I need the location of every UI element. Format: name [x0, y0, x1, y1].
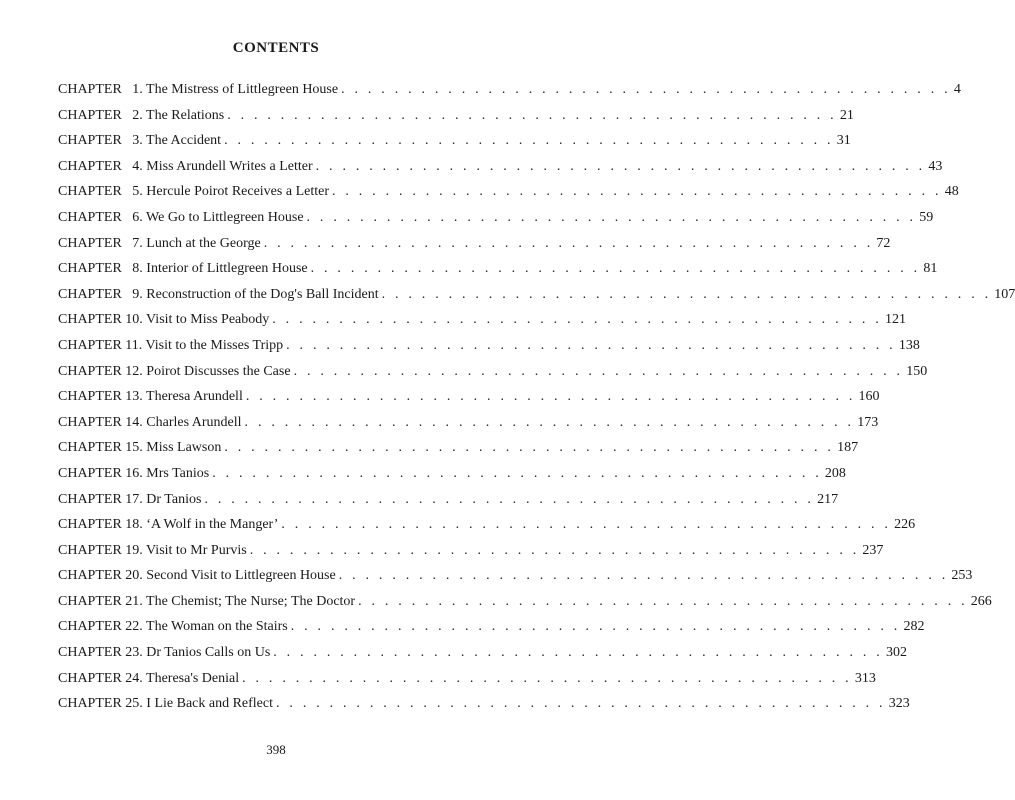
chapter-page-number: 217 — [817, 491, 839, 507]
chapter-page-number: 4 — [953, 82, 961, 97]
toc-entry — [58, 133, 851, 159]
chapter-page-number: 313 — [854, 670, 876, 686]
chapter-title: CHAPTER 18. ‘A Wolf in the Manger’ — [58, 517, 279, 533]
toc-entry — [58, 158, 943, 185]
chapter-page-number: 48 — [944, 184, 959, 200]
chapter-title: CHAPTER 25. I Lie Back and Reflect — [58, 696, 274, 712]
toc-entry — [58, 107, 854, 134]
chapter-page-number: 138 — [898, 337, 920, 353]
dot-leader: . . . . . . . . . . . . . . . . . . . . . . . . . . . . . . . . . . . . . . . . . . . . . . — [381, 286, 992, 302]
chapter-title: CHAPTER 1. The Mistress of Littlegreen House — [58, 82, 339, 97]
contents-heading: CONTENTS — [232, 40, 320, 56]
chapter-title: CHAPTER 19. Visit to Mr Purvis — [58, 542, 247, 558]
chapter-page-number: 72 — [876, 235, 891, 251]
dot-leader: . . . . . . . . . . . . . . . . . . . . . . . . . . . . . . . . . . . . . . . . . . . . . . — [341, 82, 951, 97]
chapter-page-number: 31 — [836, 133, 851, 149]
chapter-title: CHAPTER 6. We Go to Littlegreen House — [58, 209, 304, 225]
dot-leader: . . . . . . . . . . . . . . . . . . . . . . . . . . . . . . . . . . . . . . . . . . . . . . — [276, 696, 886, 712]
chapter-title: CHAPTER 2. The Relations — [58, 107, 225, 123]
toc-entry — [58, 414, 879, 441]
dot-leader: . . . . . . . . . . . . . . . . . . . . . . . . . . . . . . . . . . . . . . . . . . . . . . — [272, 312, 882, 328]
dot-leader: . . . . . . . . . . . . . . . . . . . . . . . . . . . . . . . . . . . . . . . . . . . . . . — [263, 235, 874, 251]
dot-leader: . . . . . . . . . . . . . . . . . . . . . . . . . . . . . . . . . . . . . . . . . . . . . . — [245, 389, 856, 405]
dot-leader: . . . . . . . . . . . . . . . . . . . . . . . . . . . . . . . . . . . . . . . . . . . . . . — [249, 542, 860, 558]
dot-leader: . . . . . . . . . . . . . . . . . . . . . . . . . . . . . . . . . . . . . . . . . . . . . . — [224, 133, 834, 149]
toc-entry — [58, 517, 916, 543]
chapter-title: CHAPTER 4. Miss Arundell Writes a Letter — [58, 158, 313, 174]
chapter-title: CHAPTER 22. The Woman on the Stairs — [58, 619, 288, 635]
page-number: 398 — [266, 742, 286, 757]
toc-entry — [58, 542, 884, 569]
chapter-title: CHAPTER 7. Lunch at the George — [58, 235, 261, 251]
chapter-title: CHAPTER 8. Interior of Littlegreen House — [58, 261, 308, 277]
toc-entry — [58, 235, 891, 262]
dot-leader: . . . . . . . . . . . . . . . . . . . . . . . . . . . . . . . . . . . . . . . . . . . . . . — [244, 414, 855, 430]
chapter-page-number: 187 — [837, 440, 859, 456]
toc-entry — [58, 465, 846, 492]
dot-leader: . . . . . . . . . . . . . . . . . . . . . . . . . . . . . . . . . . . . . . . . . . . . . . — [338, 568, 949, 584]
chapter-title: CHAPTER 17. Dr Tanios — [58, 491, 202, 507]
toc-entry — [58, 645, 907, 671]
chapter-title: CHAPTER 24. Theresa's Denial — [58, 670, 240, 686]
toc-entry — [58, 82, 961, 108]
chapter-page-number: 237 — [862, 542, 884, 558]
toc-entry — [58, 312, 906, 338]
toc-entry — [58, 593, 992, 620]
chapter-page-number: 208 — [824, 465, 846, 481]
chapter-page-number: 282 — [903, 619, 925, 635]
dot-leader: . . . . . . . . . . . . . . . . . . . . . . . . . . . . . . . . . . . . . . . . . . . . . . — [310, 261, 921, 277]
dot-leader: . . . . . . . . . . . . . . . . . . . . . . . . . . . . . . . . . . . . . . . . . . . . . . — [290, 619, 901, 635]
dot-leader: . . . . . . . . . . . . . . . . . . . . . . . . . . . . . . . . . . . . . . . . . . . . . . — [293, 363, 904, 379]
toc-entry — [58, 286, 1015, 313]
chapter-page-number: 302 — [885, 645, 907, 661]
chapter-page-number: 323 — [888, 696, 910, 712]
dot-leader: . . . . . . . . . . . . . . . . . . . . . . . . . . . . . . . . . . . . . . . . . . . . . . — [315, 158, 926, 174]
chapter-page-number: 59 — [919, 209, 934, 225]
toc-entry — [58, 440, 859, 466]
chapter-page-number: 107 — [994, 286, 1015, 302]
chapter-title: CHAPTER 13. Theresa Arundell — [58, 389, 243, 405]
chapter-title: CHAPTER 10. Visit to Miss Peabody — [58, 312, 270, 328]
dot-leader: . . . . . . . . . . . . . . . . . . . . . . . . . . . . . . . . . . . . . . . . . . . . . . — [358, 593, 968, 609]
chapter-title: CHAPTER 20. Second Visit to Littlegreen House — [58, 568, 336, 584]
chapter-title: CHAPTER 15. Miss Lawson — [58, 440, 222, 456]
chapter-title: CHAPTER 12. Poirot Discusses the Case — [58, 363, 291, 379]
toc-entry — [58, 261, 938, 287]
dot-leader: . . . . . . . . . . . . . . . . . . . . . . . . . . . . . . . . . . . . . . . . . . . . . . — [273, 645, 883, 661]
chapter-page-number: 150 — [906, 363, 928, 379]
dot-leader: . . . . . . . . . . . . . . . . . . . . . . . . . . . . . . . . . . . . . . . . . . . . . . — [281, 517, 892, 533]
chapter-title: CHAPTER 23. Dr Tanios Calls on Us — [58, 645, 271, 661]
chapter-title: CHAPTER 14. Charles Arundell — [58, 414, 242, 430]
toc-entry — [58, 619, 925, 645]
dot-leader: . . . . . . . . . . . . . . . . . . . . . . . . . . . . . . . . . . . . . . . . . . . . . . — [242, 670, 852, 686]
chapter-page-number: 121 — [884, 312, 906, 328]
chapter-page-number: 21 — [839, 107, 854, 123]
chapter-page-number: 266 — [970, 593, 992, 609]
toc-entry — [58, 491, 839, 518]
chapter-title: CHAPTER 16. Mrs Tanios — [58, 465, 210, 481]
chapter-page-number: 226 — [894, 517, 916, 533]
chapter-title: CHAPTER 11. Visit to the Misses Tripp — [58, 337, 284, 353]
chapter-page-number: 160 — [858, 389, 880, 405]
toc-entry — [58, 184, 959, 210]
chapter-page-number: 81 — [923, 261, 938, 277]
dot-leader: . . . . . . . . . . . . . . . . . . . . . . . . . . . . . . . . . . . . . . . . . . . . . . — [286, 337, 896, 353]
chapter-page-number: 43 — [928, 158, 943, 174]
chapter-page-number: 173 — [857, 414, 879, 430]
chapter-page-number: 253 — [951, 568, 973, 584]
toc-entry — [58, 337, 920, 364]
chapter-title: CHAPTER 21. The Chemist; The Nurse; The Doctor — [58, 593, 356, 609]
toc-entry — [58, 363, 928, 390]
dot-leader: . . . . . . . . . . . . . . . . . . . . . . . . . . . . . . . . . . . . . . . . . . . . . . — [306, 209, 917, 225]
table-of-contents — [58, 82, 1015, 722]
chapter-title: CHAPTER 9. Reconstruction of the Dog's Ball Incident — [58, 286, 379, 302]
dot-leader: . . . . . . . . . . . . . . . . . . . . . . . . . . . . . . . . . . . . . . . . . . . . . . — [212, 465, 822, 481]
toc-entry — [58, 389, 880, 415]
dot-leader: . . . . . . . . . . . . . . . . . . . . . . . . . . . . . . . . . . . . . . . . . . . . . . — [224, 440, 835, 456]
toc-entry — [58, 568, 973, 594]
dot-leader: . . . . . . . . . . . . . . . . . . . . . . . . . . . . . . . . . . . . . . . . . . . . . . — [227, 107, 837, 123]
toc-entry — [58, 209, 934, 236]
chapter-title: CHAPTER 5. Hercule Poirot Receives a Letter — [58, 184, 329, 200]
chapter-title: CHAPTER 3. The Accident — [58, 133, 222, 149]
toc-entry — [58, 696, 910, 722]
dot-leader: . . . . . . . . . . . . . . . . . . . . . . . . . . . . . . . . . . . . . . . . . . . . . . — [204, 491, 815, 507]
dot-leader: . . . . . . . . . . . . . . . . . . . . . . . . . . . . . . . . . . . . . . . . . . . . . . — [331, 184, 942, 200]
toc-entry — [58, 670, 876, 697]
